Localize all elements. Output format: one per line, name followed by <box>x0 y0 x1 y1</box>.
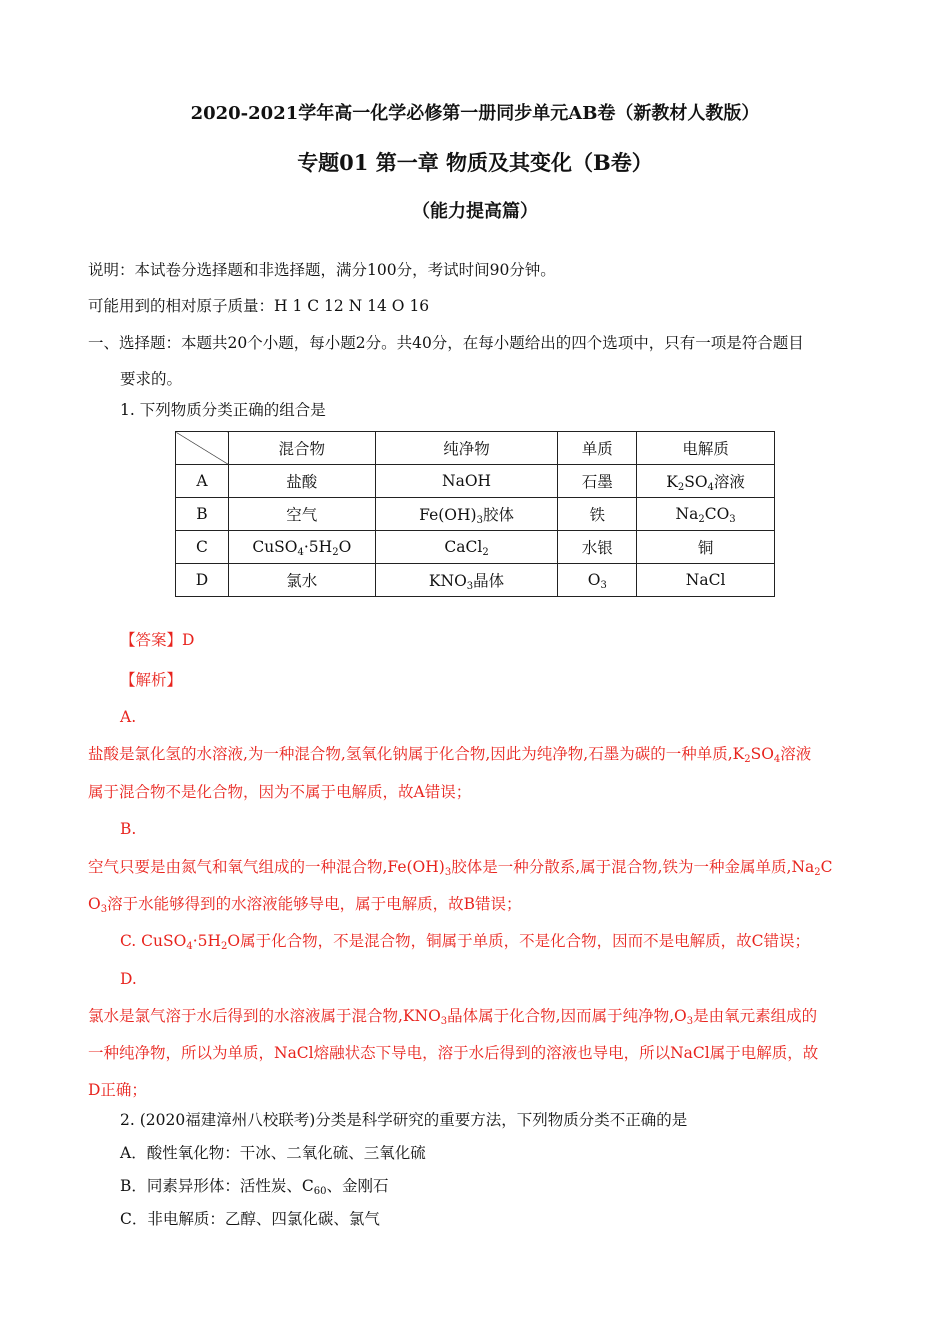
analysis-d-line-1: 氯水是氯气溶于水后得到的水溶液属于混合物$,KNO_3$晶体属于化合物,因而属于纯净物$,O_3$是由氧元素组成的 <box>88 1007 818 1027</box>
cell-pure: CaCl$_2$ <box>375 531 558 564</box>
section-heading-cont: 要求的。 <box>120 370 183 388</box>
analysis-d-label: D. <box>120 970 137 988</box>
cell-element: 石墨 <box>558 465 637 498</box>
cell-mixture: 氯水 <box>228 564 375 597</box>
cell-electrolyte: NaCl <box>637 564 775 597</box>
cell-mixture: 盐酸 <box>228 465 375 498</box>
cell-pure: NaOH <box>375 465 558 498</box>
classification-table <box>175 431 775 597</box>
cell-element: 铁 <box>558 498 637 531</box>
column-header-element: 单质 <box>558 432 637 465</box>
cell-electrolyte: $K_2SO_4$溶液 <box>637 465 775 498</box>
cell-pure: $KNO_3$晶体 <box>375 564 558 597</box>
column-header-mixture: 混合物 <box>228 432 375 465</box>
analysis-label: 【解析】 <box>120 671 183 689</box>
cell-pure: $Fe(OH)_3$胶体 <box>375 498 558 531</box>
answer-label: 【答案】D <box>120 631 195 649</box>
question-2-option-a: A．酸性氧化物：干冰、二氧化硫、三氧化硫 <box>120 1144 426 1162</box>
question-2-stem: 2. (2020福建漳州八校联考)分类是科学研究的重要方法，下列物质分类不正确的是 <box>120 1111 688 1129</box>
document-subtitle: 专题01 第一章 物质及其变化（B卷） <box>297 150 653 175</box>
table-row <box>176 465 775 498</box>
column-header-pure: 纯净物 <box>375 432 558 465</box>
question-2-option-b: B．同素异形体：活性炭、$C_{60}$、金刚石 <box>120 1177 389 1197</box>
section-heading: 一、选择题：本题共20个小题，每小题2分。共40分，在每小题给出的四个选项中，只有一项是符合题目 <box>88 334 804 352</box>
analysis-b-line-1: 空气只要是由氮气和氧气组成的一种混合物$,Fe(OH)_3$胶体是一种分散系,属于混合物,铁为一种金属单质$,Na_2C$ <box>88 858 833 878</box>
cell-element: $O_3$ <box>558 564 637 597</box>
table-row <box>176 531 775 564</box>
diagonal-header-cell <box>176 432 229 465</box>
table-header-row <box>176 432 775 465</box>
question-2-option-c: C．非电解质：乙醇、四氯化碳、氯气 <box>120 1210 380 1228</box>
row-label: B <box>176 498 229 531</box>
cell-mixture: $CuSO_4\cdot 5H_2O$ <box>228 531 375 564</box>
document-level: （能力提高篇） <box>412 201 538 222</box>
table-row <box>176 498 775 531</box>
analysis-c-line: C. $CuSO_4\cdot 5H_2O$属于化合物，不是混合物，铜属于单质，不是化合物，因而不是电解质，故C错误； <box>120 932 810 952</box>
analysis-d-line-3: D正确； <box>88 1081 147 1099</box>
cell-electrolyte: 铜 <box>637 531 775 564</box>
cell-element: 水银 <box>558 531 637 564</box>
analysis-a-line-1: 盐酸是氯化氢的水溶液,为一种混合物,氢氧化钠属于化合物,因此为纯净物,石墨为碳的一种单质$,K_2SO_4$溶液 <box>88 745 812 765</box>
analysis-d-line-2: 一种纯净物，所以为单质，NaCl熔融状态下导电，溶于水后得到的溶液也导电，所以NaCl属于电解质，故 <box>88 1044 819 1062</box>
cell-mixture: 空气 <box>228 498 375 531</box>
analysis-a-label: A. <box>120 708 137 726</box>
exam-note: 说明：本试卷分选择题和非选择题，满分100分，考试时间90分钟。 <box>88 261 556 279</box>
document-title: 2020-2021学年高一化学必修第一册同步单元AB卷（新教材人教版） <box>190 103 760 124</box>
row-label: D <box>176 564 229 597</box>
analysis-b-label: B. <box>120 820 137 838</box>
question-1-stem: 1. 下列物质分类正确的组合是 <box>120 401 326 419</box>
cell-electrolyte: $Na_2CO_3$ <box>637 498 775 531</box>
row-label: A <box>176 465 229 498</box>
row-label: C <box>176 531 229 564</box>
column-header-electrolyte: 电解质 <box>637 432 775 465</box>
analysis-b-line-2: $O_3$溶于水能够得到的水溶液能够导电，属于电解质，故B错误； <box>88 895 522 915</box>
analysis-a-line-2: 属于混合物不是化合物，因为不属于电解质，故A错误； <box>88 783 472 801</box>
table-row <box>176 564 775 597</box>
atomic-mass-note: 可能用到的相对原子质量：H 1 C 12 N 14 O 16 <box>88 297 430 315</box>
